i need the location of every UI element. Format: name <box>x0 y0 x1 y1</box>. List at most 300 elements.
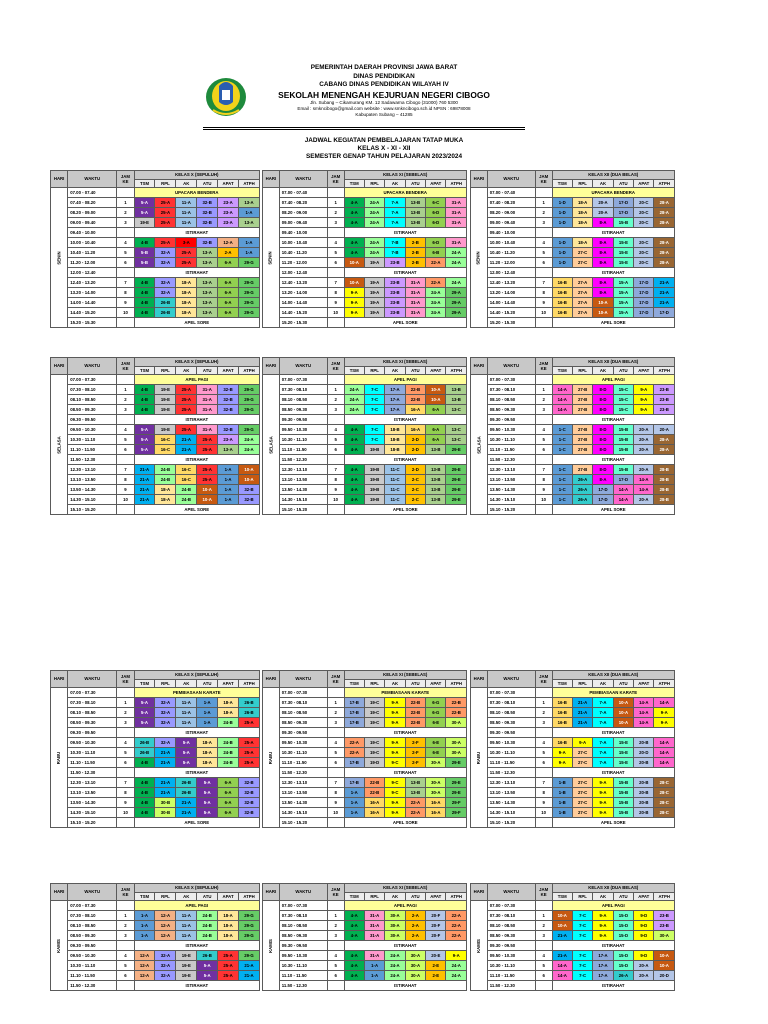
apel-sore-label: APEL SORE <box>552 318 674 328</box>
lesson-cell: 28-A <box>654 218 675 228</box>
lesson-cell: 30-A <box>446 738 467 748</box>
lesson-cell: 25-A <box>197 435 218 445</box>
break-label: ISTIRAHAT <box>134 728 259 738</box>
lesson-cell: 9-A <box>385 808 405 818</box>
timetable-grid <box>50 670 260 828</box>
time-slot: 07.30 - 08.10 <box>279 385 327 395</box>
jam-ke-number: 3 <box>535 218 552 228</box>
lesson-cell: 13-A <box>239 198 260 208</box>
lesson-cell: 20-A <box>593 208 613 218</box>
jam-ke-number <box>117 268 134 278</box>
apel-sore-label: APEL SORE <box>134 505 259 515</box>
lesson-cell: 15-D <box>613 951 633 961</box>
lesson-cell: 10-A <box>613 708 633 718</box>
table-row <box>471 748 675 758</box>
lesson-cell: 2-D <box>405 445 425 455</box>
lesson-cell: 5-A <box>134 198 155 208</box>
lesson-cell: 8-A <box>593 248 613 258</box>
lesson-cell: 32-B <box>197 218 218 228</box>
header-program: ATPH <box>654 180 675 188</box>
lesson-cell: 2-C <box>405 495 425 505</box>
lesson-cell: 24-B <box>176 485 197 495</box>
lesson-cell: 22-A <box>446 931 467 941</box>
lesson-cell: 11-C <box>385 475 405 485</box>
jam-ke-number: 2 <box>327 921 344 931</box>
jam-ke-number: 10 <box>327 308 344 318</box>
time-slot: 11.20 - 12.00 <box>68 258 117 268</box>
jam-ke-number <box>327 688 344 698</box>
jam-ke-number: 5 <box>117 248 134 258</box>
break-label: ISTIRAHAT <box>552 768 674 778</box>
lesson-cell: 20-B <box>634 798 654 808</box>
lesson-cell: 24-A <box>364 238 384 248</box>
lesson-cell: 29-G <box>239 405 260 415</box>
time-slot: 08.10 - 08.50 <box>487 708 535 718</box>
header-program: TSM <box>552 180 572 188</box>
break-label: ISTIRAHAT <box>552 981 674 991</box>
lesson-cell: 20-C <box>634 248 654 258</box>
lesson-cell: 7-A <box>593 738 613 748</box>
lesson-cell: 32-A <box>155 951 176 961</box>
lesson-cell: 6-G <box>426 708 446 718</box>
lesson-cell: 4-A <box>344 931 364 941</box>
lesson-cell: 1-A <box>134 911 155 921</box>
time-slot: 13.10 - 13.50 <box>279 788 327 798</box>
day-label <box>471 188 488 328</box>
break-label: ISTIRAHAT <box>552 268 674 278</box>
time-slot: 13.20 - 14.00 <box>487 288 535 298</box>
header-program: RPL <box>155 893 176 901</box>
lesson-cell: 10-A <box>239 465 260 475</box>
lesson-cell: 8-D <box>593 435 613 445</box>
lesson-cell: 29-G <box>239 288 260 298</box>
table-row <box>51 718 260 728</box>
lesson-cell: 23-A <box>218 208 239 218</box>
table-row <box>51 395 260 405</box>
lesson-cell: 32-B <box>218 425 239 435</box>
time-slot: 09.50 - 10.30 <box>279 738 327 748</box>
lesson-cell: 24-A <box>344 385 364 395</box>
lesson-cell: 22-B <box>364 788 384 798</box>
lesson-cell: 2-A <box>405 921 425 931</box>
table-row <box>471 278 675 288</box>
lesson-cell: 25-A <box>218 971 239 981</box>
lesson-cell: 21-A <box>654 278 675 288</box>
jam-ke-number <box>327 505 344 515</box>
header-program: AK <box>593 367 613 375</box>
lesson-cell: 4-A <box>344 425 364 435</box>
time-slot: 13.10 - 13.50 <box>68 475 117 485</box>
lesson-cell: 24-B <box>155 465 176 475</box>
time-slot: 08.10 - 08.50 <box>68 921 117 931</box>
lesson-cell: 28-C <box>654 788 675 798</box>
time-slot: 07.00 - 07.30 <box>487 688 535 698</box>
jam-ke-number <box>535 455 552 465</box>
lesson-cell: 7-A <box>593 758 613 768</box>
time-slot: 07.00 - 07.30 <box>68 375 117 385</box>
lesson-cell: 20-B <box>634 738 654 748</box>
lesson-cell: 19-C <box>364 738 384 748</box>
jam-ke-number: 5 <box>535 961 552 971</box>
jam-ke-number: 4 <box>535 738 552 748</box>
break-label: ISTIRAHAT <box>344 981 466 991</box>
time-slot: 10.40 - 11.20 <box>487 248 535 258</box>
lesson-cell: 15-D <box>613 911 633 921</box>
time-slot: 07.30 - 08.10 <box>487 911 535 921</box>
table-row <box>263 318 467 328</box>
lesson-cell: 31-A <box>364 951 384 961</box>
lesson-cell: 22-B <box>405 698 425 708</box>
time-slot: 09.50 - 10.30 <box>279 951 327 961</box>
lesson-cell: 16-C <box>155 435 176 445</box>
lesson-cell: 27-C <box>572 808 592 818</box>
lesson-cell: 15-B <box>613 778 633 788</box>
day-name: SENIN <box>475 250 481 265</box>
lesson-cell: 19-D <box>364 758 384 768</box>
lesson-cell: 15-B <box>613 798 633 808</box>
lesson-cell: 5-A <box>134 435 155 445</box>
time-slot: 09.50 - 10.30 <box>487 425 535 435</box>
table-row <box>471 778 675 788</box>
lesson-cell: 8-D <box>593 465 613 475</box>
lesson-cell: 29-E <box>446 465 467 475</box>
jam-ke-number <box>117 901 134 911</box>
header-kelas: KELAS X (SEPULUH) <box>134 671 259 680</box>
lesson-cell: 19-E <box>176 951 197 961</box>
lesson-cell: 9-A <box>572 738 592 748</box>
lesson-cell: 16-A <box>405 425 425 435</box>
lesson-cell: 32-A <box>155 248 176 258</box>
lesson-cell: 28-C <box>654 798 675 808</box>
lesson-cell: 25-A <box>239 718 260 728</box>
table-row <box>471 688 675 698</box>
lesson-cell: 1-A <box>239 238 260 248</box>
lesson-cell: 24-B <box>197 911 218 921</box>
lesson-cell: 22-A <box>344 738 364 748</box>
lesson-cell: 29-G <box>239 911 260 921</box>
jam-ke-number: 5 <box>535 435 552 445</box>
lesson-cell: 27-C <box>572 788 592 798</box>
table-row <box>51 728 260 738</box>
lesson-cell: 6-A <box>218 798 239 808</box>
table-row <box>263 788 467 798</box>
lesson-cell: 27-B <box>572 445 592 455</box>
table-row <box>51 415 260 425</box>
lesson-cell: 26-B <box>155 308 176 318</box>
jam-ke-number: 8 <box>535 788 552 798</box>
lesson-cell: 6-A <box>218 788 239 798</box>
jam-ke-number: 2 <box>535 708 552 718</box>
day-name: RABU <box>475 751 481 764</box>
table-row <box>51 931 260 941</box>
lesson-cell: 1-C <box>552 475 572 485</box>
jam-ke-number: 1 <box>327 911 344 921</box>
header-waktu: WAKTU <box>279 884 327 901</box>
school-city-line: Kabupaten Subang – 41285 <box>355 112 413 118</box>
time-slot: 11.10 - 11.50 <box>279 971 327 981</box>
lesson-cell: 16-C <box>176 475 197 485</box>
table-row <box>51 278 260 288</box>
lesson-cell: 29-G <box>239 278 260 288</box>
lesson-cell: 1-A <box>134 921 155 931</box>
lesson-cell: 2-A <box>405 931 425 941</box>
lesson-cell: 19-B <box>364 465 384 475</box>
jam-ke-number: 1 <box>117 698 134 708</box>
lesson-cell: 21-A <box>155 748 176 758</box>
lesson-cell: 15-E <box>613 248 633 258</box>
time-slot: 13.50 - 14.30 <box>487 485 535 495</box>
jam-ke-number <box>117 688 134 698</box>
lesson-cell: 4-B <box>134 778 155 788</box>
lesson-cell: 15-D <box>613 961 633 971</box>
lesson-cell: 7-A <box>385 208 405 218</box>
jam-ke-number: 3 <box>535 718 552 728</box>
time-slot: 09.50 - 10.30 <box>487 738 535 748</box>
lesson-cell: 6-C <box>426 198 446 208</box>
lesson-cell: 21-A <box>176 445 197 455</box>
header-kelas: KELAS XII (DUA BELAS) <box>552 171 674 180</box>
table-row <box>51 318 260 328</box>
lesson-cell: 29-G <box>239 425 260 435</box>
time-slot: 08.50 - 09.30 <box>68 931 117 941</box>
time-slot: 09.40 - 10.00 <box>68 228 117 238</box>
lesson-cell: 17-A <box>385 395 405 405</box>
time-slot: 10.40 - 11.20 <box>279 248 327 258</box>
lesson-cell: 11-A <box>176 911 197 921</box>
header-program: TSM <box>552 367 572 375</box>
lesson-cell: 1-A <box>197 718 218 728</box>
lesson-cell: 22-A <box>446 911 467 921</box>
header-program: ATU <box>197 893 218 901</box>
lesson-cell: 25-A <box>176 405 197 415</box>
table-row <box>471 485 675 495</box>
lesson-cell: 15-A <box>613 308 633 318</box>
table-row <box>471 475 675 485</box>
day-name: KAMIS <box>475 938 481 953</box>
lesson-cell: 16-B <box>552 718 572 728</box>
time-slot: 09.00 - 09.40 <box>279 218 327 228</box>
jam-ke-number <box>117 455 134 465</box>
table-row <box>263 921 467 931</box>
lesson-cell: 16-B <box>552 708 572 718</box>
lesson-cell: 21-A <box>572 708 592 718</box>
lesson-cell: 2-C <box>405 485 425 495</box>
jam-ke-number <box>535 505 552 515</box>
lesson-cell: 4-A <box>344 435 364 445</box>
header-waktu: WAKTU <box>279 171 327 188</box>
jam-ke-number <box>535 188 552 198</box>
lesson-cell: 4-A <box>344 971 364 981</box>
jam-ke-number: 9 <box>327 485 344 495</box>
break-label: ISTIRAHAT <box>344 728 466 738</box>
table-row <box>51 941 260 951</box>
timetable-kelas-x <box>50 670 260 828</box>
lesson-cell: 11-A <box>176 931 197 941</box>
lesson-cell: 4-A <box>344 961 364 971</box>
jam-ke-number: 1 <box>327 385 344 395</box>
jam-ke-number <box>117 981 134 991</box>
table-row <box>263 688 467 698</box>
lesson-cell: 13-A <box>218 445 239 455</box>
table-row <box>51 951 260 961</box>
lesson-cell: 30-A <box>405 951 425 961</box>
jam-ke-number <box>535 375 552 385</box>
jam-ke-number <box>117 818 134 828</box>
lesson-cell: 32-A <box>155 718 176 728</box>
header-program: APAT <box>634 180 654 188</box>
jam-ke-number: 10 <box>117 808 134 818</box>
jam-ke-number: 9 <box>117 485 134 495</box>
header-program: AK <box>385 893 405 901</box>
lesson-cell: 5-B <box>134 248 155 258</box>
jam-ke-number: 3 <box>117 931 134 941</box>
lesson-cell: 18-A <box>176 278 197 288</box>
lesson-cell: 27-C <box>572 258 592 268</box>
time-slot: 09.30 - 09.50 <box>68 415 117 425</box>
lesson-cell: 9-A <box>634 385 654 395</box>
time-slot: 10.30 - 11.10 <box>68 748 117 758</box>
day-name: SELASA <box>56 435 62 454</box>
jam-ke-number: 9 <box>535 298 552 308</box>
lesson-cell: 9-A <box>654 718 675 728</box>
header-kelas: KELAS XII (DUA BELAS) <box>552 671 674 680</box>
lesson-cell: 25-A <box>176 258 197 268</box>
lesson-cell: 9-C <box>385 788 405 798</box>
table-row <box>263 475 467 485</box>
lesson-cell: 7-C <box>572 911 592 921</box>
time-slot: 07.40 - 08.20 <box>487 198 535 208</box>
lesson-cell: 27-A <box>572 308 592 318</box>
jam-ke-number: 7 <box>535 465 552 475</box>
lesson-cell: 12-A <box>155 931 176 941</box>
table-row <box>263 748 467 758</box>
time-slot: 15.10 - 15.20 <box>487 818 535 828</box>
time-slot: 15.20 - 15.30 <box>279 318 327 328</box>
table-row <box>471 818 675 828</box>
lesson-cell: 18-A <box>218 698 239 708</box>
table-row <box>263 415 467 425</box>
header-hari: HARI <box>263 671 280 688</box>
table-row <box>263 435 467 445</box>
jam-ke-number: 2 <box>535 921 552 931</box>
header-program: ATU <box>613 180 633 188</box>
lesson-cell: 13-A <box>197 258 218 268</box>
jam-ke-number <box>117 768 134 778</box>
time-slot: 11.50 - 12.30 <box>68 981 117 991</box>
table-row <box>51 425 260 435</box>
lesson-cell: 26-B <box>134 748 155 758</box>
header-program: AK <box>176 893 197 901</box>
lesson-cell: 8-D <box>593 405 613 415</box>
lesson-cell: 10-A <box>344 278 364 288</box>
lesson-cell: 9-C <box>385 778 405 788</box>
lesson-cell: 28-A <box>654 258 675 268</box>
table-row <box>263 951 467 961</box>
header-program: AK <box>176 180 197 188</box>
table-row <box>51 961 260 971</box>
lesson-cell: 25-A <box>197 465 218 475</box>
table-row <box>263 971 467 981</box>
jam-ke-number: 6 <box>327 258 344 268</box>
header-program: APAT <box>218 680 239 688</box>
timetable-kelas-xi <box>262 883 467 991</box>
table-row <box>471 808 675 818</box>
lesson-cell: 10-A <box>552 911 572 921</box>
header-program: APAT <box>426 180 446 188</box>
lesson-cell: 29-E <box>446 778 467 788</box>
header-program: AK <box>385 180 405 188</box>
header-hari: HARI <box>471 671 488 688</box>
jam-ke-number: 1 <box>535 911 552 921</box>
day-label <box>471 375 488 515</box>
time-slot: 12.40 - 13.20 <box>68 278 117 288</box>
lesson-cell: 14-A <box>654 738 675 748</box>
lesson-cell: 9-A <box>654 708 675 718</box>
table-row <box>51 768 260 778</box>
lesson-cell: 19-B <box>364 445 384 455</box>
jam-ke-number: 4 <box>327 425 344 435</box>
lesson-cell: 9-A <box>344 288 364 298</box>
lesson-cell: 10-A <box>197 485 218 495</box>
lesson-cell: 24-A <box>385 951 405 961</box>
lesson-cell: 24-B <box>197 931 218 941</box>
lesson-cell: 16-B <box>552 288 572 298</box>
table-row <box>51 198 260 208</box>
lesson-cell: 20-A <box>634 495 654 505</box>
table-row <box>263 728 467 738</box>
special-activity: APEL PAGI <box>344 375 466 385</box>
jam-ke-number: 1 <box>535 198 552 208</box>
lesson-cell: 1-D <box>552 198 572 208</box>
lesson-cell: 1-A <box>218 475 239 485</box>
lesson-cell: 1-A <box>218 485 239 495</box>
header-waktu: WAKTU <box>279 671 327 688</box>
lesson-cell: 11-A <box>176 198 197 208</box>
lesson-cell: 29-A <box>446 298 467 308</box>
lesson-cell: 6-A <box>426 425 446 435</box>
jam-ke-number: 10 <box>327 495 344 505</box>
lesson-cell: 15-D <box>613 921 633 931</box>
lesson-cell: 1-D <box>552 218 572 228</box>
lesson-cell: 24-B <box>197 921 218 931</box>
lesson-cell: 7-A <box>593 748 613 758</box>
timetable-grid <box>262 170 467 328</box>
time-slot: 13.50 - 14.30 <box>68 485 117 495</box>
lesson-cell: 5-A <box>197 798 218 808</box>
table-row <box>51 748 260 758</box>
lesson-cell: 8-A <box>593 278 613 288</box>
timetable-grid <box>50 170 260 328</box>
jam-ke-number: 4 <box>327 738 344 748</box>
lesson-cell: 5-B <box>134 258 155 268</box>
day-label <box>263 901 280 991</box>
lesson-cell: 16-A <box>405 405 425 415</box>
time-slot: 07.00 - 07.30 <box>68 688 117 698</box>
day-label <box>51 688 68 828</box>
lesson-cell: 12-A <box>155 911 176 921</box>
lesson-cell: 7-C <box>572 961 592 971</box>
lesson-cell: 6-A <box>218 258 239 268</box>
lesson-cell: 1-C <box>552 445 572 455</box>
lesson-cell: 5-A <box>134 708 155 718</box>
lesson-cell: 25-A <box>218 961 239 971</box>
table-row <box>51 778 260 788</box>
jam-ke-number: 3 <box>535 931 552 941</box>
table-row <box>471 738 675 748</box>
time-slot: 07.30 - 08.10 <box>487 385 535 395</box>
lesson-cell: 20-A <box>654 425 675 435</box>
timetable-grid <box>50 357 260 515</box>
